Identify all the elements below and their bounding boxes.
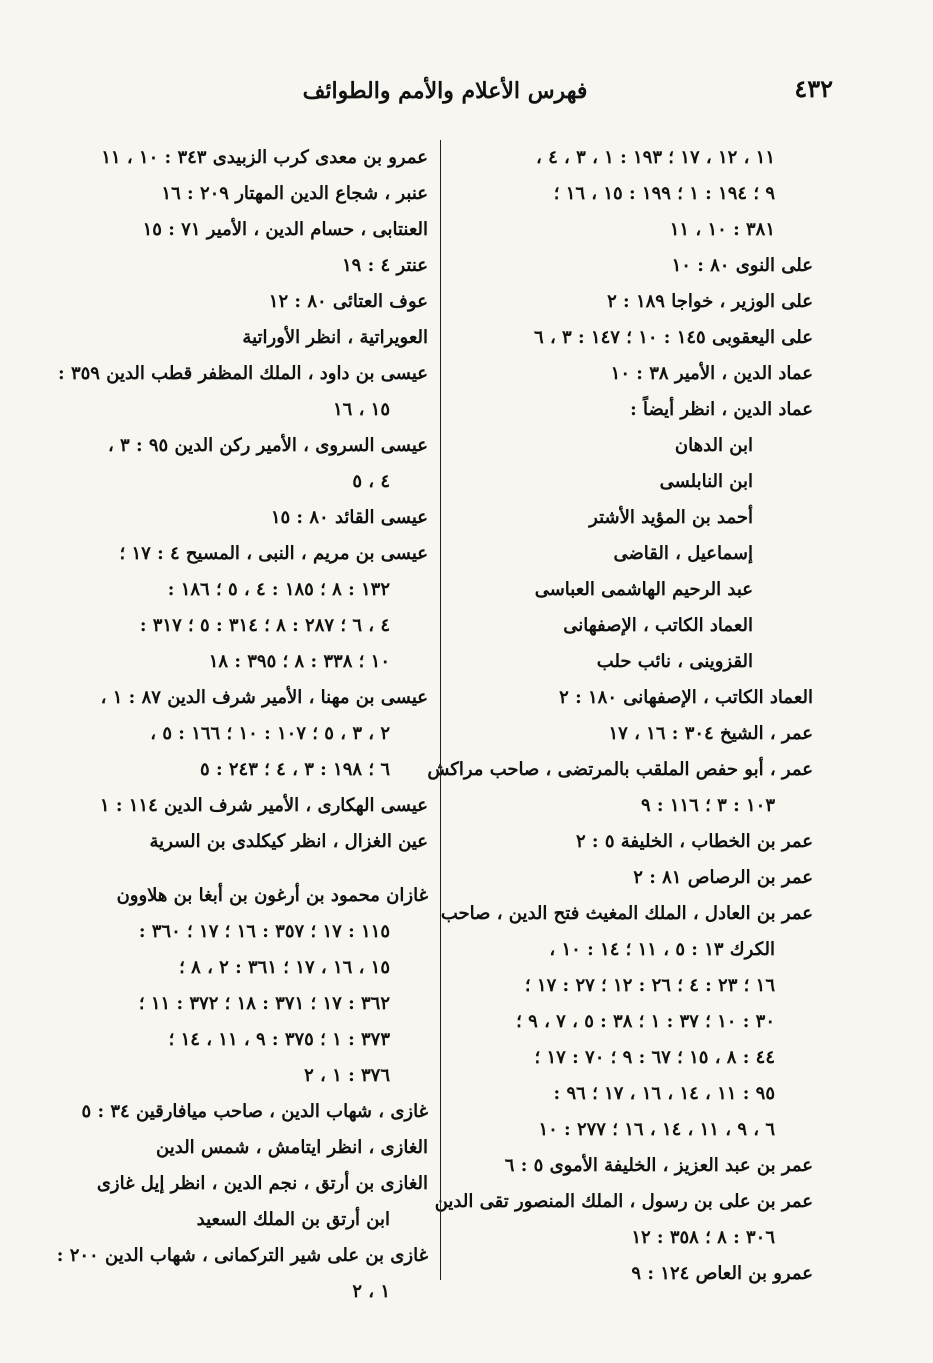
index-entry-continuation: ١٥ ، ١٦ [332, 399, 390, 420]
index-entry-continuation: ١١ ، ١٢ ، ١٧ ؛ ١٩٣ : ١ ، ٣ ، ٤ ، [536, 147, 775, 168]
index-entry-continuation: إسماعيل ، القاضى [613, 543, 753, 564]
index-entry: عمر بن على بن رسول ، الملك المنصور تقى الدين [434, 1191, 813, 1212]
index-column-right [427, 140, 813, 1292]
index-entry-continuation: أحمد بن المؤيد الأشتر [589, 507, 753, 528]
index-entry: غازان محمود بن أرغون بن أبغا بن هلاوون [116, 885, 428, 906]
index-entry-continuation: ١٥ ، ١٦ ، ١٧ ؛ ٣٦١ : ٢ ، ٨ ؛ [179, 957, 390, 978]
index-entry-continuation: ٤ ، ٦ ؛ ٢٨٧ : ٨ ؛ ٣١٤ : ٥ ؛ ٣١٧ : [139, 615, 390, 636]
index-entry: عماد الدين ، الأمير ٣٨ : ١٠ [610, 363, 813, 384]
index-entry: عوف العتائى ٨٠ : ١٢ [268, 291, 428, 312]
index-entry: عمر بن الرصاص ٨١ : ٢ [633, 867, 813, 888]
index-entry: الغازى ، انظر ايتامش ، شمس الدين [156, 1137, 428, 1158]
index-entry-continuation: ١١٥ : ١٧ ؛ ٣٥٧ : ١٦ ؛ ١٧ ؛ ٣٦٠ : [138, 921, 390, 942]
index-entry: عنبر ، شجاع الدين المهتار ٢٠٩ : ١٦ [161, 183, 428, 204]
index-entry: العويراتية ، انظر الأوراتية [242, 327, 428, 348]
index-entry-continuation: ١٦ ؛ ٢٣ : ٤ ؛ ٢٦ : ١٢ ؛ ٢٧ : ١٧ ؛ [524, 975, 775, 996]
index-entry-continuation: ابن النابلسى [659, 471, 753, 492]
index-entry-continuation: القزوينى ، نائب حلب [596, 651, 753, 672]
index-entry-continuation: ٣٨١ : ١٠ ، ١١ [669, 219, 775, 240]
index-entry-continuation: ابن أرتق بن الملك السعيد [196, 1209, 390, 1230]
index-entry: عنتر ٤ : ١٩ [341, 255, 428, 276]
index-entry-continuation: ١ ، ٢ [352, 1281, 390, 1302]
index-entry-continuation: الكرك ١٣ : ٥ ، ١١ ؛ ١٤ : ١٠ ، [549, 939, 775, 960]
index-entry-continuation: ٦ ؛ ١٩٨ : ٣ ، ٤ ؛ ٢٤٣ : ٥ [200, 759, 390, 780]
index-entry: عمر بن الخطاب ، الخليفة ٥ : ٢ [575, 831, 813, 852]
index-entry: على النوى ٨٠ : ١٠ [671, 255, 813, 276]
index-entry: عيسى الهكارى ، الأمير شرف الدين ١١٤ : ١ [99, 795, 428, 816]
index-entry-continuation: ١٠ ؛ ٣٣٨ : ٨ ؛ ٣٩٥ : ١٨ [208, 651, 390, 672]
index-entry-continuation: ٩ ؛ ١٩٤ : ١ ؛ ١٩٩ : ١٥ ، ١٦ ؛ [553, 183, 775, 204]
index-column-left [56, 140, 428, 1310]
index-entry: غازى ، شهاب الدين ، صاحب ميافارقين ٣٤ : ٥ [81, 1101, 428, 1122]
index-entry: غازى بن على شير التركمانى ، شهاب الدين ٢٠٠ : [56, 1245, 428, 1266]
index-entry: عمرو بن معدى كرب الزبيدى ٣٤٣ : ١٠ ، ١١ [101, 147, 428, 168]
index-entry-continuation: العماد الكاتب ، الإصفهانى [563, 615, 753, 636]
index-entry: عيسى القائد ٨٠ : ١٥ [270, 507, 428, 528]
index-entry: عيسى بن مهنا ، الأمير شرف الدين ٨٧ : ١ ، [100, 687, 428, 708]
index-entry: العنتابى ، حسام الدين ، الأمير ٧١ : ١٥ [142, 219, 428, 240]
index-entry: الغازى بن أرتق ، نجم الدين ، انظر إيل غازى [96, 1173, 428, 1194]
index-entry: عمر ، الشيخ ٣٠٤ : ١٦ ، ١٧ [608, 723, 813, 744]
page-title: فهرس الأعلام والأمم والطوائف [302, 78, 588, 104]
index-entry-continuation: ٢ ، ٣ ، ٥ ؛ ١٠٧ : ١٠ ؛ ١٦٦ : ٥ ، [150, 723, 390, 744]
index-entry: العماد الكاتب ، الإصفهانى ١٨٠ : ٢ [559, 687, 813, 708]
index-entry: عين الغزال ، انظر كيكلدى بن السرية [149, 831, 428, 852]
index-entry: عمر بن العادل ، الملك المغيث فتح الدين ، صاحب [440, 903, 813, 924]
index-entry-continuation: عبد الرحيم الهاشمى العباسى [534, 579, 753, 600]
index-entry-continuation: ابن الدهان [674, 435, 753, 456]
index-entry: عمر ، أبو حفص الملقب بالمرتضى ، صاحب مراكش [427, 759, 813, 780]
index-entry-continuation: ٣٠٦ : ٨ ؛ ٣٥٨ : ١٢ [631, 1227, 775, 1248]
column-divider [440, 140, 441, 1280]
index-entry: عيسى السروى ، الأمير ركن الدين ٩٥ : ٣ ، [107, 435, 428, 456]
index-entry-continuation: ٣٧٣ : ١ ؛ ٣٧٥ : ٩ ، ١١ ، ١٤ ؛ [168, 1029, 390, 1050]
section-gap [78, 860, 428, 878]
index-entry-continuation: ٣٦٢ : ١٧ ؛ ٣٧١ : ١٨ ؛ ٣٧٢ : ١١ ؛ [138, 993, 390, 1014]
index-entry-continuation: ٣٧٦ : ١ ، ٢ [304, 1065, 390, 1086]
index-entry: عيسى بن مريم ، النبى ، المسيح ٤ : ١٧ ؛ [119, 543, 428, 564]
index-entry-continuation: ١٠٣ : ٣ ؛ ١١٦ : ٩ [640, 795, 775, 816]
index-entry: عيسى بن داود ، الملك المظفر قطب الدين ٣٥٩ : [58, 363, 428, 384]
index-entry-continuation: ٩٥ : ١١ ، ١٤ ، ١٦ ، ١٧ ؛ ٩٦ : [553, 1083, 775, 1104]
index-entry: على الوزير ، خواجا ١٨٩ : ٢ [607, 291, 813, 312]
index-entry-continuation: ١٣٢ : ٨ ؛ ١٨٥ : ٤ ، ٥ ؛ ١٨٦ : [167, 579, 390, 600]
index-entry: عماد الدين ، انظر أيضاً : [630, 399, 813, 420]
index-entry: على اليعقوبى ١٤٥ : ١٠ ؛ ١٤٧ : ٣ ، ٦ [534, 327, 813, 348]
index-entry: عمر بن عبد العزيز ، الخليفة الأموى ٥ : ٦ [504, 1155, 813, 1176]
index-entry-continuation: ٦ ، ٩ ، ١١ ، ١٤ ، ١٦ ؛ ٢٧٧ : ١٠ [538, 1119, 775, 1140]
index-entry: عمرو بن العاص ١٢٤ : ٩ [631, 1263, 813, 1284]
page-number: ٤٣٢ [794, 74, 833, 103]
index-entry-continuation: ٤ ، ٥ [352, 471, 390, 492]
index-entry-continuation: ٣٠ : ١٠ ؛ ٣٧ : ١ ؛ ٣٨ : ٥ ، ٧ ، ٩ ؛ [516, 1011, 775, 1032]
index-entry-continuation: ٤٤ : ٨ ، ١٥ ؛ ٦٧ : ٩ ؛ ٧٠ : ١٧ ؛ [534, 1047, 775, 1068]
